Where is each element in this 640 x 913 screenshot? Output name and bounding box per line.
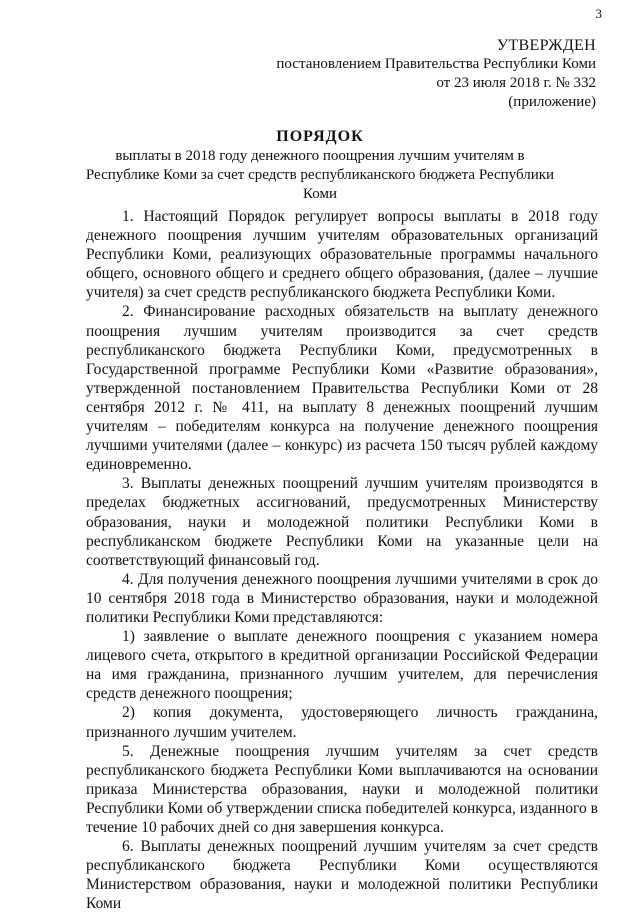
document-header — [0, 127, 640, 204]
paragraph-4-item-1: 1) заявление о выплате денежного поощрения с указанием номера лицевого счета, открытого в кредитной организации Российской Федерации на имя гражданина, признанного лучшим учителем, для перечисления средств денежного поощрения; — [86, 628, 598, 703]
paragraph-2: 2. Финансирование расходных обязательств на выплату денежного поощрения лучшим учителям производится за счет средств республиканского бюджета Республики Коми, предусмотренных в Государственной программе Республики Коми «Развитие образования», утвержденной постановлением Правительства Республики Коми от 28 сентября 2012 г. № 411, на выплату 8 денежных поощрений лучшим учителям – победителям конкурса на получение денежного поощрения лучшими учителями (далее – конкурс) из расчета 150 тысяч рублей каждому единовременно. — [86, 303, 598, 474]
paragraph-3: 3. Выплаты денежных поощрений лучшим учителям производятся в пределах бюджетных ассигнований, предусмотренных Министерству образования, науки и молодежной политики Республики Коми в республиканском бюджете Республики Коми на указанные цели на соответствующий финансовый год. — [86, 475, 598, 569]
approval-title: УТВЕРЖДЕН — [496, 37, 596, 54]
paragraph-6: 6. Выплаты денежных поощрений лучшим учителям за счет средств республиканского бюджета Республики Коми осуществляются Министерством образования, науки и молодежной политики Республики Коми — [86, 838, 598, 913]
paragraph-4-item-2: 2) копия документа, удостоверяющего личность гражданина, признанного лучшим учителем. — [86, 704, 598, 741]
paragraph-1: 1. Настоящий Порядок регулирует вопросы выплаты в 2018 году денежного поощрения лучшим учителям образовательных организаций Республики Коми, реализующих образовательные программы начального общего, основного общего и среднего общего образования, (далее – лучшие учителя) за счет средств республиканского бюджета Республики Коми. — [86, 208, 598, 302]
paragraph-4: 4. Для получения денежного поощрения лучшими учителями в срок до 10 сентября 2018 года в Министерство образования, науки и молодежной политики Республики Коми представляются: — [86, 570, 598, 626]
approval-line-3: (приложение) — [508, 94, 596, 110]
approval-block — [276, 36, 596, 112]
approval-line-2: от 23 июля 2018 г. № 332 — [436, 75, 596, 91]
approval-line-1: постановлением Правительства Республики Коми — [276, 56, 596, 72]
paragraph-5: 5. Денежные поощрения лучшим учителям за счет средств республиканского бюджета Республики Коми выплачиваются на основании приказа Министерства образования, науки и молодежной политики Республики Коми об утверждении списка победителей конкурса, изданного в течение 10 рабочих дней со дня завершения конкурса. — [86, 742, 598, 836]
document-title: ПОРЯДОК — [276, 128, 364, 145]
document-body — [86, 207, 598, 913]
page-number: 3 — [595, 6, 602, 21]
document-subtitle: выплаты в 2018 году денежного поощрения лучшим учителям в Республике Коми за счет средств республиканского бюджета Республики Коми — [85, 148, 555, 202]
